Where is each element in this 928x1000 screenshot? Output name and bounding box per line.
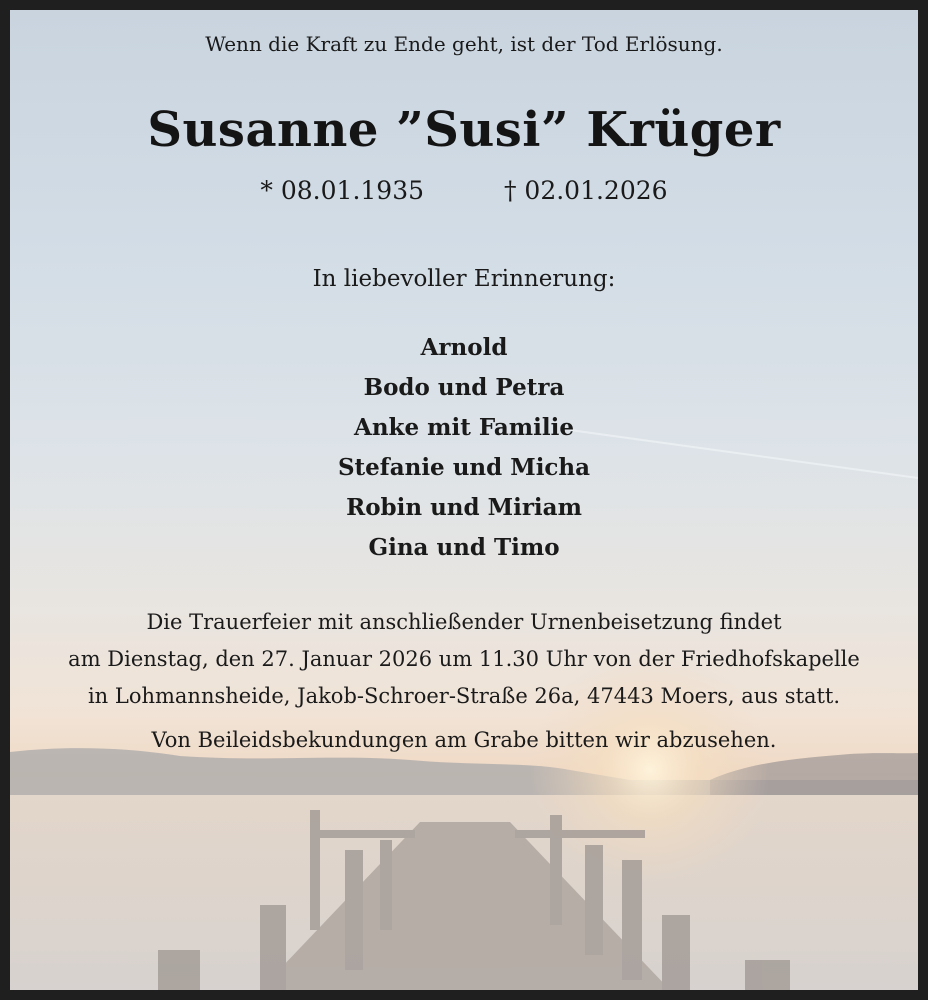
mourner: Robin und Miriam bbox=[346, 494, 582, 521]
ceremony-line: Die Trauerfeier mit anschließender Urnenbeisetzung findet bbox=[146, 610, 782, 634]
life-dates bbox=[10, 176, 918, 205]
ceremony-info bbox=[10, 604, 918, 715]
death-date: † 02.01.2026 bbox=[503, 176, 668, 205]
mourner: Stefanie und Micha bbox=[337, 454, 591, 481]
birth-date: * 08.01.1935 bbox=[260, 176, 425, 205]
ceremony-line: am Dienstag, den 27. Januar 2026 um 11.30 Uhr von der Friedhofskapelle bbox=[68, 647, 860, 671]
ceremony-line: in Lohmannsheide, Jakob-Schroer-Straße 26a, 47443 Moers, aus statt. bbox=[87, 684, 841, 708]
mourner: Gina und Timo bbox=[368, 534, 560, 561]
mourner: Bodo und Petra bbox=[363, 374, 565, 401]
obituary-notice bbox=[10, 10, 918, 990]
mourner: Anke mit Familie bbox=[353, 414, 574, 441]
mourners-list bbox=[10, 328, 918, 568]
memory-heading: In liebevoller Erinnerung: bbox=[312, 266, 616, 292]
condolence-note: Von Beileidsbekundungen am Grabe bitten wir abzusehen. bbox=[151, 728, 777, 752]
mourner: Arnold bbox=[420, 334, 508, 361]
motto: Wenn die Kraft zu Ende geht, ist der Tod Erlösung. bbox=[205, 32, 723, 56]
deceased-name: Susanne ”Susi” Krüger bbox=[147, 102, 781, 158]
